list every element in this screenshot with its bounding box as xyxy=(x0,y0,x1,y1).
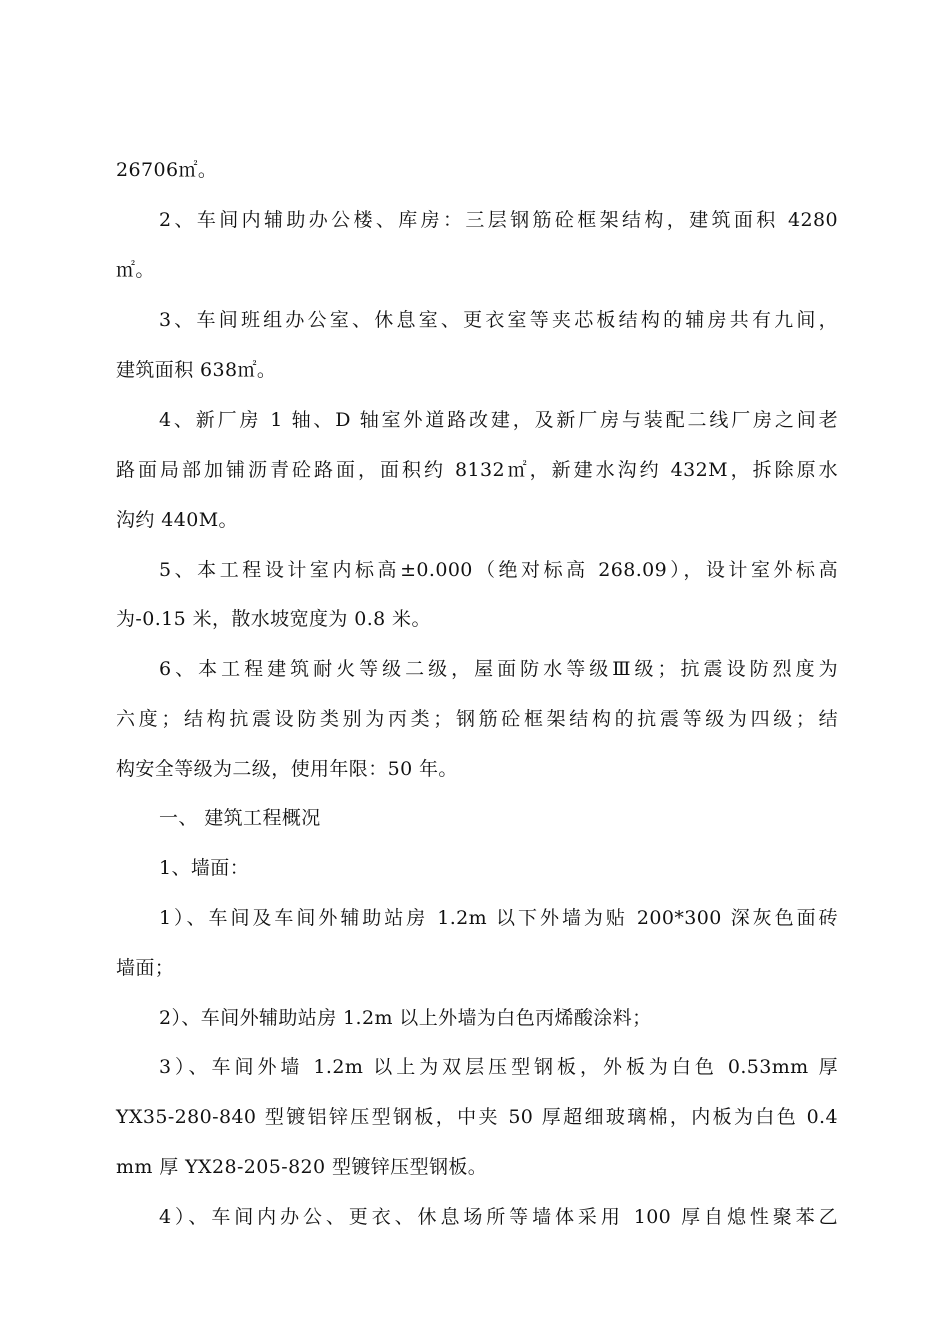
section-heading: 一、 建筑工程概况 xyxy=(159,807,321,829)
text-line: 沟约 440M。 xyxy=(116,509,238,531)
text-line: 26706㎡。 xyxy=(116,159,218,181)
text-line: 路面局部加铺沥青砼路面，面积约 8132㎡，新建水沟约 432M，拆除原水 xyxy=(116,459,838,481)
text-line: mm 厚 YX28-205-820 型镀锌压型钢板。 xyxy=(116,1156,488,1178)
text-line: 建筑面积 638㎡。 xyxy=(116,359,277,381)
text-line: ㎡。 xyxy=(116,259,155,281)
text-line: 为-0.15 米，散水坡宽度为 0.8 米。 xyxy=(116,608,431,630)
text-line: 1）、车间及车间外辅助站房 1.2m 以下外墙为贴 200*300 深灰色面砖 xyxy=(159,907,838,929)
text-line: 4）、车间内办公、更衣、休息场所等墙体采用 100 厚自熄性聚苯乙 xyxy=(159,1206,838,1228)
text-line: 3）、车间外墙 1.2m 以上为双层压型钢板，外板为白色 0.53mm 厚 xyxy=(159,1056,838,1078)
text-line: 4、新厂房 1 轴、D 轴室外道路改建，及新厂房与装配二线厂房之间老 xyxy=(159,409,838,431)
text-line: 3、车间班组办公室、休息室、更衣室等夹芯板结构的辅房共有九间， xyxy=(159,309,838,331)
text-line: 2、车间内辅助办公楼、库房：三层钢筋砼框架结构，建筑面积 4280 xyxy=(159,209,838,231)
text-line: 2）、车间外辅助站房 1.2m 以上外墙为白色丙烯酸涂料； xyxy=(159,1007,652,1029)
text-line: 5、本工程设计室内标高±0.000（绝对标高 268.09），设计室外标高 xyxy=(159,559,838,581)
text-line: 构安全等级为二级，使用年限：50 年。 xyxy=(116,758,458,780)
text-line: 1、墙面： xyxy=(159,857,250,879)
text-line: YX35-280-840 型镀铝锌压型钢板，中夹 50 厚超细玻璃棉，内板为白色 0.4 xyxy=(116,1106,838,1128)
text-line: 6、本工程建筑耐火等级二级，屋面防水等级Ⅲ级；抗震设防烈度为 xyxy=(159,658,838,680)
text-line: 墙面； xyxy=(116,957,175,979)
text-line: 六度；结构抗震设防类别为丙类；钢筋砼框架结构的抗震等级为四级；结 xyxy=(116,708,838,730)
